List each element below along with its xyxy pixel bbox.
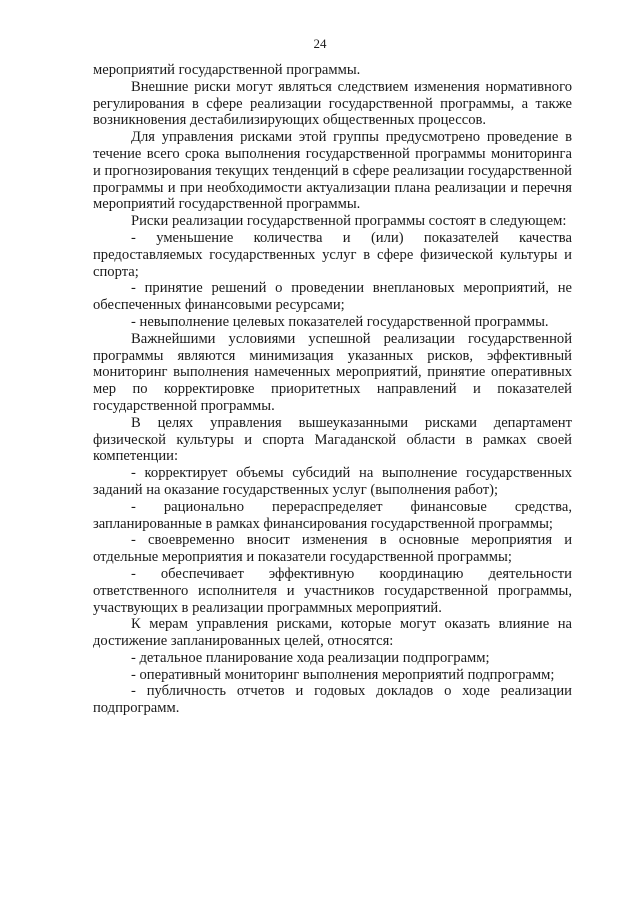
- paragraph-9: В целях управления вышеуказанными рисками департамент физической культуры и спорта Магаданской области в рамках своей компетенции:: [93, 414, 572, 465]
- paragraph-3: Для управления рисками этой группы предусмотрено проведение в течение всего срока выполнения государственной программы мониторинга и прогнозирования текущих тенденций в сфере реализации государственной программы и при необходимости актуализации плана реализации и перечня мероприятий государственной программы.: [93, 129, 572, 213]
- paragraph-5: - уменьшение количества и (или) показателей качества предоставляемых государственных услуг в сфере физической культуры и спорта;: [93, 229, 572, 280]
- paragraph-10: - корректирует объемы субсидий на выполнение государственных заданий на оказание государственных услуг (выполнения работ);: [93, 465, 572, 498]
- paragraph-2: Внешние риски могут являться следствием изменения нормативного регулирования в сфере реализации государственной программы, а также возникновения дестабилизирующих общественных процессов.: [93, 78, 572, 129]
- paragraph-7: - невыполнение целевых показателей государственной программы.: [131, 313, 549, 330]
- paragraph-4: Риски реализации государственной программы состоят в следующем:: [131, 213, 567, 230]
- paragraph-8: Важнейшими условиями успешной реализации государственной программы являются минимизация указанных рисков, эффективный мониторинг выполнения намеченных мероприятий, принятие оперативных мер по корректировке приоритетных направлений и показателей государственной программы.: [93, 330, 572, 414]
- paragraph-1: мероприятий государственной программы.: [93, 62, 361, 78]
- paragraph-14: К мерам управления рисками, которые могут оказать влияние на достижение запланированных целей, относятся:: [93, 616, 572, 650]
- paragraph-11: - рационально перераспределяет финансовые средства, запланированные в рамках финансирования государственной программы;: [93, 498, 572, 532]
- paragraph-16: - оперативный мониторинг выполнения мероприятий подпрограмм;: [131, 666, 555, 683]
- document-body: [93, 62, 572, 717]
- paragraph-17: - публичность отчетов и годовых докладов о ходе реализации подпрограмм.: [93, 683, 572, 717]
- paragraph-15: - детальное планирование хода реализации подпрограмм;: [131, 649, 490, 666]
- paragraph-6: - принятие решений о проведении внеплановых мероприятий, не обеспеченных финансовыми ресурсами;: [93, 280, 572, 314]
- paragraph-13: - обеспечивает эффективную координацию деятельности ответственного исполнителя и участников государственной программы, участвующих в реализации программных мероприятий.: [93, 565, 572, 616]
- page-number: 24: [313, 36, 327, 51]
- paragraph-12: - своевременно вносит изменения в основные мероприятия и отдельные мероприятия и показатели государственной программы;: [93, 532, 572, 566]
